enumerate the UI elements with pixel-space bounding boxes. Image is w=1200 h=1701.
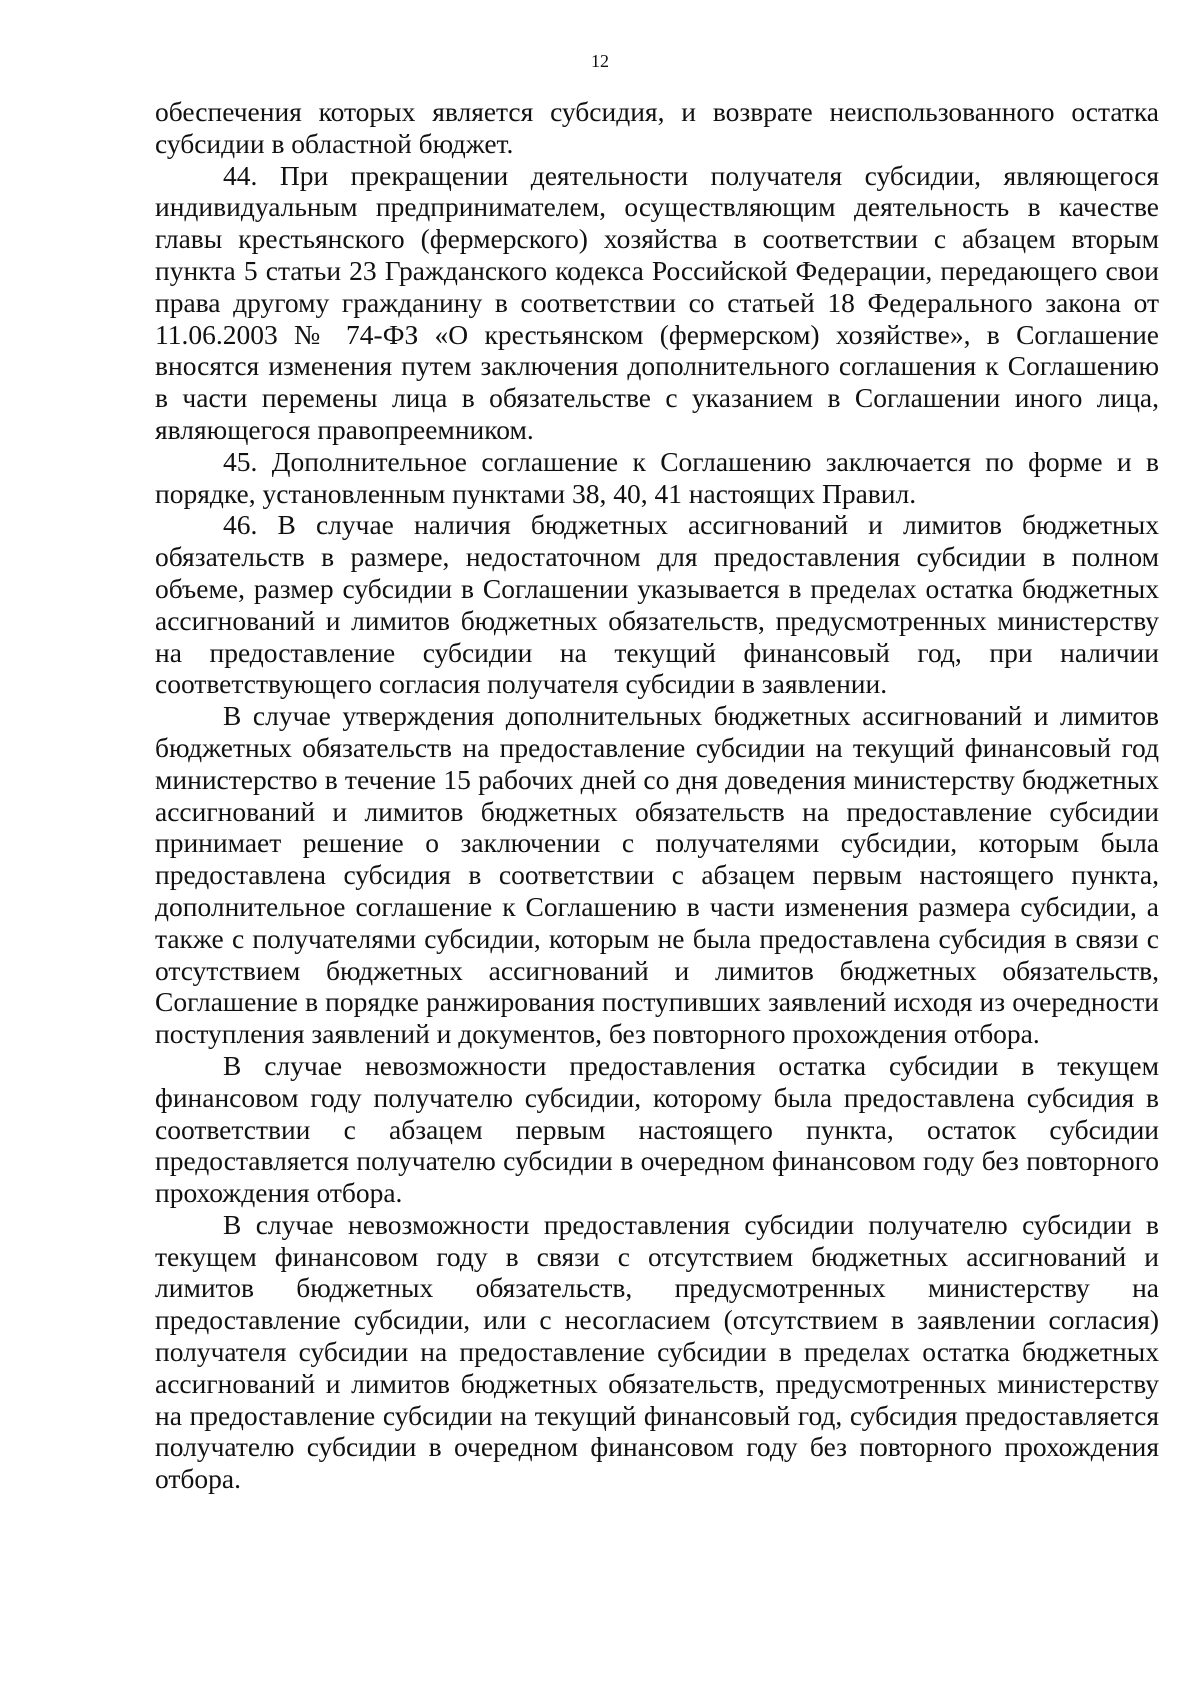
paragraph-item-46-remaining-subsidy: В случае невозможности предоставления остатка субсидии в текущем финансовом году получателю субсидии, которому была предоставлена субсидия в соответствии с абзацем первым настоящего пункта, остаток субсидии предоставляется получателю субсидии в очередном финансовом году без повторного прохождения отбора. [155,1049,1159,1209]
paragraph-item-45: 45. Дополнительное соглашение к Соглашению заключается по форме и в порядке, установленным пунктами 38, 40, 41 настоящих Правил. [155,445,1159,509]
document-body [155,96,1159,1495]
paragraph-item-44: 44. При прекращении деятельности получателя субсидии, являющегося индивидуальным предпринимателем, осуществляющим деятельность в качестве главы крестьянского (фермерского) хозяйства в соответствии с абзацем вторым пункта 5 статьи 23 Гражданского кодекса Российской Федерации, передающего свои права другому гражданину в соответствии со статьей 18 Федерального закона от 11.06.2003 № 74-ФЗ «О крестьянском (фермерском) хозяйстве», в Соглашение вносятся изменения путем заключения дополнительного соглашения к Соглашению в части перемены лица в обязательстве с указанием в Соглашении иного лица, являющегося правопреемником. [155,159,1159,445]
paragraph-continuation: обеспечения которых является субсидия, и возврате неиспользованного остатка субсидии в областной бюджет. [155,96,1159,159]
paragraph-item-46-next-financial-year: В случае невозможности предоставления субсидии получателю субсидии в текущем финансовом году в связи с отсутствием бюджетных ассигнований и лимитов бюджетных обязательств, предусмотренных министерству на предоставление субсидии, или с несогласием (отсутствием в заявлении согласия) получателя субсидии на предоставление субсидии в пределах остатка бюджетных ассигнований и лимитов бюджетных обязательств, предусмотренных министерству на предоставление субсидии на текущий финансовый год, субсидия предоставляется получателю субсидии в очередном финансовом году без повторного прохождения отбора. [155,1208,1159,1495]
paragraph-item-46: 46. В случае наличия бюджетных ассигнований и лимитов бюджетных обязательств в размере, недостаточном для предоставления субсидии в полном объеме, размер субсидии в Соглашении указывается в пределах остатка бюджетных ассигнований и лимитов бюджетных обязательств, предусмотренных министерству на предоставление субсидии на текущий финансовый год, при наличии соответствующего согласия получателя субсидии в заявлении. [155,509,1159,700]
paragraph-item-46-additional-allocations: В случае утверждения дополнительных бюджетных ассигнований и лимитов бюджетных обязательств на предоставление субсидии на текущий финансовый год министерство в течение 15 рабочих дней со дня доведения министерству бюджетных ассигнований и лимитов бюджетных обязательств на предоставление субсидии принимает решение о заключении с получателями субсидии, которым была предоставлена субсидия в соответствии с абзацем первым настоящего пункта, дополнительное соглашение к Соглашению в части изменения размера субсидии, а также с получателями субсидии, которым не была предоставлена субсидия в связи с отсутствием бюджетных ассигнований и лимитов бюджетных обязательств, Соглашение в порядке ранжирования поступивших заявлений исходя из очередности поступления заявлений и документов, без повторного прохождения отбора. [155,700,1159,1050]
page-number: 12 [591,51,609,71]
